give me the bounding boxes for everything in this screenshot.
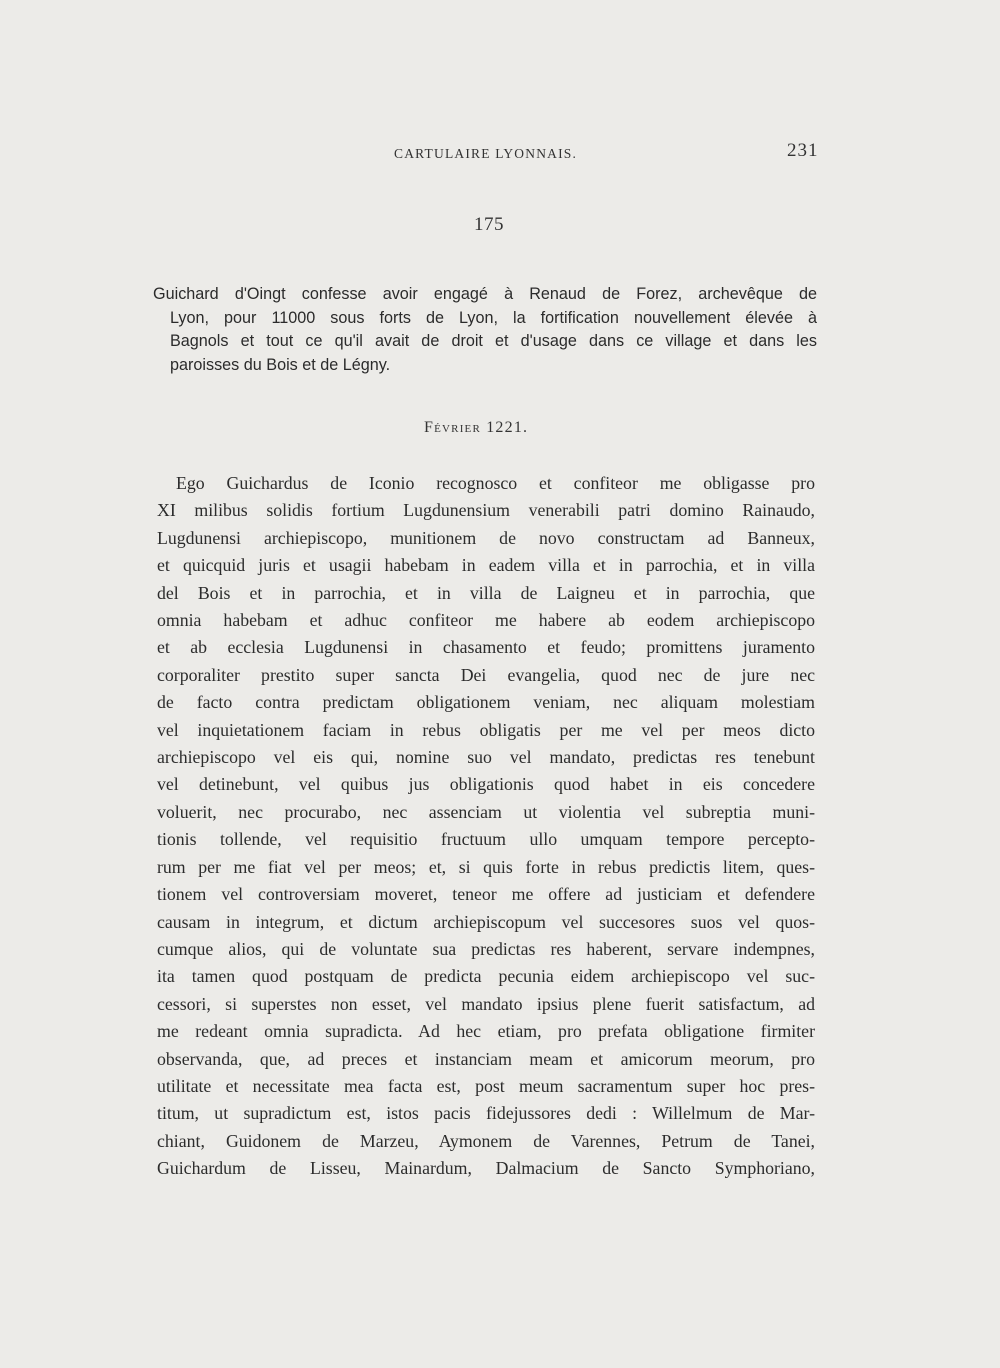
text-line: voluerit, nec procurabo, nec assenciam ut violentia vel subreptia muni- <box>157 801 815 822</box>
text-line: utilitate et necessitate mea facta est, post meum sacramentum super hoc pres- <box>157 1075 815 1096</box>
text-line: del Bois et in parrochia, et in villa de Laigneu et in parrochia, que <box>157 582 815 603</box>
summary-line: paroisses du Bois et de Légny. <box>170 355 391 374</box>
text-line: Guichardum de Lisseu, Mainardum, Dalmacium de Sancto Symphoriano, <box>157 1158 815 1179</box>
charter-text <box>157 470 815 1183</box>
text-line: me redeant omnia supradicta. Ad hec etiam, pro prefata obligatione firmiter <box>157 1021 815 1042</box>
text-line: XI milibus solidis fortium Lugdunensium venerabili patri domino Rainaudo, <box>157 500 815 521</box>
text-line: archiepiscopo vel eis qui, nomine suo vel mandato, predictas res tenebunt <box>157 747 815 768</box>
charter-date-text: Février 1221. <box>424 419 529 436</box>
text-line: de facto contra predictam obligationem veniam, nec aliquam molestiam <box>157 692 815 713</box>
charter-date <box>424 419 528 437</box>
text-line: observanda, que, ad preces et instanciam meam et amicorum meorum, pro <box>157 1048 815 1069</box>
text-line: corporaliter prestito super sancta Dei evangelia, quod nec de jure nec <box>157 664 815 685</box>
running-head: CARTULAIRE LYONNAIS. <box>394 146 578 161</box>
text-line: causam in integrum, et dictum archiepiscopum vel succesores suos vel quos- <box>157 911 815 932</box>
text-line: omnia habebam et adhuc confiteor me habere ab eodem archiepiscopo <box>157 610 815 631</box>
page-number: 231 <box>787 140 819 161</box>
text-line: titum, ut supradictum est, istos pacis fidejussores dedi : Willelmum de Mar- <box>157 1103 815 1124</box>
text-line: vel detinebunt, vel quibus jus obligationis quod habet in eis concedere <box>157 774 815 795</box>
summary-line: Lyon, pour 11000 sous forts de Lyon, la fortification nouvellement élevée à <box>170 308 817 327</box>
text-line: Lugdunensi archiepiscopo, munitionem de novo constructam ad Banneux, <box>157 527 815 548</box>
text-line: vel inquietationem faciam in rebus obligatis per me vel per meos dicto <box>157 719 815 740</box>
charter-summary <box>153 283 817 377</box>
text-line: tionis tollende, vel requisitio fructuum ullo umquam tempore percepto- <box>157 829 815 850</box>
text-line: chiant, Guidonem de Marzeu, Aymonem de Varennes, Petrum de Tanei, <box>157 1130 815 1151</box>
summary-line: Bagnols et tout ce qu'il avait de droit et d'usage dans ce village et dans les <box>170 332 817 350</box>
text-line: ita tamen quod postquam de predicta pecunia eidem archiepiscopo vel suc- <box>157 966 815 987</box>
text-line: tionem vel controversiam moveret, teneor me offere ad justiciam et defendere <box>157 884 815 905</box>
summary-line: Guichard d'Oingt confesse avoir engagé à Renaud de Forez, archevêque de <box>153 285 817 303</box>
text-line: et quicquid juris et usagii habebam in eadem villa et in parrochia, et in villa <box>157 555 815 576</box>
text-line: Ego Guichardus de Iconio recognosco et confiteor me obligasse pro <box>176 473 815 493</box>
charter-number: 175 <box>474 214 504 235</box>
text-line: rum per me fiat vel per meos; et, si quis forte in rebus predictis litem, ques- <box>157 856 815 877</box>
text-line: cessori, si superstes non esset, vel mandato ipsius plene fuerit satisfactum, ad <box>157 993 815 1014</box>
text-line: et ab ecclesia Lugdunensi in chasamento et feudo; promittens juramento <box>157 637 815 658</box>
text-line: cumque alios, qui de voluntate sua predictas res haberent, servare indempnes, <box>157 938 815 959</box>
